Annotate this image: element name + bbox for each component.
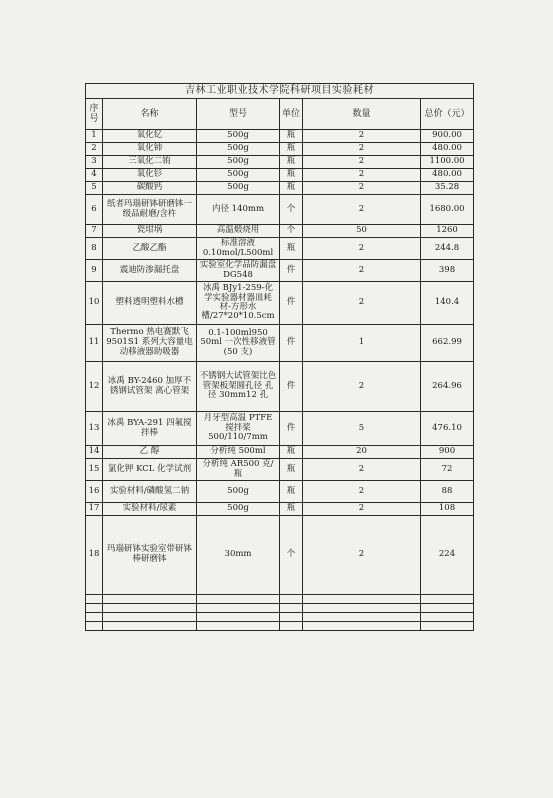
row-index: 12 xyxy=(86,362,103,412)
item-total-price: 108 xyxy=(421,503,474,516)
header-unit: 单位 xyxy=(280,99,303,130)
item-total-price: 244.8 xyxy=(421,238,474,260)
item-name: 氧化钇 xyxy=(103,130,197,143)
header-row xyxy=(86,99,474,130)
table-row xyxy=(86,503,474,516)
item-unit: 件 xyxy=(280,325,303,362)
blank-row xyxy=(86,613,474,622)
item-model: 不锈钢大试管架比色管架板架圆孔径 孔径 30mm12 孔 xyxy=(197,362,280,412)
blank-cell xyxy=(86,595,103,604)
blank-cell xyxy=(197,613,280,622)
item-name: 震迪防渗漏托盘 xyxy=(103,260,197,282)
item-quantity: 2 xyxy=(303,182,421,195)
row-index: 5 xyxy=(86,182,103,195)
table-row xyxy=(86,459,474,481)
blank-cell xyxy=(421,613,474,622)
item-quantity: 2 xyxy=(303,362,421,412)
item-name: 氧化钐 xyxy=(103,169,197,182)
blank-cell xyxy=(421,595,474,604)
item-name: 瓷坩埚 xyxy=(103,225,197,238)
blank-cell xyxy=(303,604,421,613)
item-quantity: 2 xyxy=(303,238,421,260)
item-unit: 件 xyxy=(280,282,303,325)
header-model: 型号 xyxy=(197,99,280,130)
blank-cell xyxy=(280,595,303,604)
row-index: 4 xyxy=(86,169,103,182)
item-quantity: 5 xyxy=(303,412,421,446)
table-row xyxy=(86,446,474,459)
item-name: 氧化铈 xyxy=(103,143,197,156)
item-model: 分析纯 AR500 克/瓶 xyxy=(197,459,280,481)
table-title: 吉林工业职业技术学院科研项目实验耗材 xyxy=(86,84,474,99)
item-model: 500g xyxy=(197,169,280,182)
item-quantity: 2 xyxy=(303,169,421,182)
item-quantity: 2 xyxy=(303,282,421,325)
blank-row xyxy=(86,622,474,631)
item-unit: 瓶 xyxy=(280,130,303,143)
item-name: 三氧化二铕 xyxy=(103,156,197,169)
row-index: 15 xyxy=(86,459,103,481)
header-quantity: 数量 xyxy=(303,99,421,130)
row-index: 17 xyxy=(86,503,103,516)
blank-cell xyxy=(86,622,103,631)
item-total-price: 398 xyxy=(421,260,474,282)
blank-cell xyxy=(303,622,421,631)
item-quantity: 1 xyxy=(303,325,421,362)
item-model: 月牙型高温 PTFE 搅拌桨 500/110/7mm xyxy=(197,412,280,446)
item-quantity: 2 xyxy=(303,503,421,516)
item-total-price: 662.99 xyxy=(421,325,474,362)
table-row xyxy=(86,481,474,503)
item-name: 乙 醇 xyxy=(103,446,197,459)
item-name: 冰禹 BY-2460 加厚不锈钢试管架 离心管架 xyxy=(103,362,197,412)
item-unit: 件 xyxy=(280,412,303,446)
item-model: 实验室化学品防漏盘 DG548 xyxy=(197,260,280,282)
blank-cell xyxy=(103,613,197,622)
item-unit: 个 xyxy=(280,195,303,225)
item-model: 高温煅烧用 xyxy=(197,225,280,238)
item-model: 0.1-100ml950 50ml 一次性移液管(50 支) xyxy=(197,325,280,362)
item-total-price: 1260 xyxy=(421,225,474,238)
item-total-price: 900 xyxy=(421,446,474,459)
item-model: 分析纯 500ml xyxy=(197,446,280,459)
table-row xyxy=(86,195,474,225)
item-name: 纸者玛瑙研钵研磨钵一级品耐磨/含杵 xyxy=(103,195,197,225)
table-row xyxy=(86,169,474,182)
item-total-price: 88 xyxy=(421,481,474,503)
item-total-price: 72 xyxy=(421,459,474,481)
item-total-price: 140.4 xyxy=(421,282,474,325)
table-row xyxy=(86,260,474,282)
blank-cell xyxy=(280,622,303,631)
item-unit: 个 xyxy=(280,516,303,595)
item-name: 氯化钾 KCL 化学试剂 xyxy=(103,459,197,481)
header-name: 名称 xyxy=(103,99,197,130)
blank-cell xyxy=(197,622,280,631)
row-index: 7 xyxy=(86,225,103,238)
row-index: 16 xyxy=(86,481,103,503)
row-index: 6 xyxy=(86,195,103,225)
item-unit: 瓶 xyxy=(280,169,303,182)
item-model: 冰禹 BJy1-259-化学实验器材器皿耗材-方形水槽/27*20*10.5cm xyxy=(197,282,280,325)
row-index: 14 xyxy=(86,446,103,459)
item-quantity: 2 xyxy=(303,130,421,143)
table-row xyxy=(86,325,474,362)
item-name: 冰禹 BYA-291 四氟搅拌棒 xyxy=(103,412,197,446)
table-row xyxy=(86,130,474,143)
row-index: 9 xyxy=(86,260,103,282)
row-index: 18 xyxy=(86,516,103,595)
item-quantity: 2 xyxy=(303,516,421,595)
item-unit: 瓶 xyxy=(280,182,303,195)
blank-cell xyxy=(421,604,474,613)
item-total-price: 480.00 xyxy=(421,169,474,182)
item-unit: 瓶 xyxy=(280,156,303,169)
item-unit: 瓶 xyxy=(280,459,303,481)
row-index: 1 xyxy=(86,130,103,143)
item-total-price: 35.28 xyxy=(421,182,474,195)
blank-cell xyxy=(421,622,474,631)
blank-cell xyxy=(103,595,197,604)
header-index: 序号 xyxy=(86,99,103,130)
item-name: 实验材料/磷酸氢二钠 xyxy=(103,481,197,503)
blank-cell xyxy=(280,613,303,622)
item-quantity: 50 xyxy=(303,225,421,238)
blank-cell xyxy=(303,613,421,622)
blank-cell xyxy=(280,604,303,613)
item-name: Thermo 热电赛默飞 9501S1 系列大容量电动移液器助吸器 xyxy=(103,325,197,362)
row-index: 2 xyxy=(86,143,103,156)
header-total-price: 总价（元） xyxy=(421,99,474,130)
blank-row xyxy=(86,595,474,604)
blank-cell xyxy=(103,622,197,631)
item-total-price: 900.00 xyxy=(421,130,474,143)
item-model: 500g xyxy=(197,503,280,516)
item-unit: 瓶 xyxy=(280,481,303,503)
item-unit: 个 xyxy=(280,225,303,238)
blank-cell xyxy=(303,595,421,604)
row-index: 13 xyxy=(86,412,103,446)
blank-row xyxy=(86,604,474,613)
item-total-price: 1680.00 xyxy=(421,195,474,225)
item-total-price: 480.00 xyxy=(421,143,474,156)
item-model: 500g xyxy=(197,143,280,156)
item-quantity: 2 xyxy=(303,481,421,503)
row-index: 8 xyxy=(86,238,103,260)
table-row xyxy=(86,238,474,260)
row-index: 10 xyxy=(86,282,103,325)
item-name: 玛瑙研钵实验室带研钵棒研磨钵 xyxy=(103,516,197,595)
item-quantity: 2 xyxy=(303,156,421,169)
blank-cell xyxy=(86,604,103,613)
item-model: 500g xyxy=(197,156,280,169)
item-quantity: 2 xyxy=(303,459,421,481)
item-unit: 件 xyxy=(280,362,303,412)
item-model: 内径 140mm xyxy=(197,195,280,225)
table-row xyxy=(86,143,474,156)
item-total-price: 1100.00 xyxy=(421,156,474,169)
table-row xyxy=(86,182,474,195)
table-row xyxy=(86,156,474,169)
item-model: 标准溶液 0.10mol/L500ml xyxy=(197,238,280,260)
table-row xyxy=(86,225,474,238)
blank-cell xyxy=(197,595,280,604)
table-row xyxy=(86,516,474,595)
row-index: 3 xyxy=(86,156,103,169)
row-index: 11 xyxy=(86,325,103,362)
consumables-table xyxy=(85,83,474,631)
item-unit: 瓶 xyxy=(280,503,303,516)
table-row xyxy=(86,282,474,325)
table-row xyxy=(86,412,474,446)
item-name: 乙酸乙酯 xyxy=(103,238,197,260)
item-name: 碳酸钙 xyxy=(103,182,197,195)
blank-cell xyxy=(86,613,103,622)
item-quantity: 2 xyxy=(303,143,421,156)
blank-cell xyxy=(197,604,280,613)
item-unit: 瓶 xyxy=(280,143,303,156)
item-quantity: 20 xyxy=(303,446,421,459)
item-total-price: 476.10 xyxy=(421,412,474,446)
item-model: 500g xyxy=(197,481,280,503)
item-quantity: 2 xyxy=(303,195,421,225)
item-unit: 瓶 xyxy=(280,446,303,459)
item-name: 实验材料/尿素 xyxy=(103,503,197,516)
item-unit: 瓶 xyxy=(280,238,303,260)
item-total-price: 224 xyxy=(421,516,474,595)
item-quantity: 2 xyxy=(303,260,421,282)
table-row xyxy=(86,362,474,412)
blank-cell xyxy=(103,604,197,613)
item-model: 500g xyxy=(197,182,280,195)
item-model: 30mm xyxy=(197,516,280,595)
item-model: 500g xyxy=(197,130,280,143)
item-total-price: 264.96 xyxy=(421,362,474,412)
item-name: 塑料透明塑料水槽 xyxy=(103,282,197,325)
item-unit: 件 xyxy=(280,260,303,282)
